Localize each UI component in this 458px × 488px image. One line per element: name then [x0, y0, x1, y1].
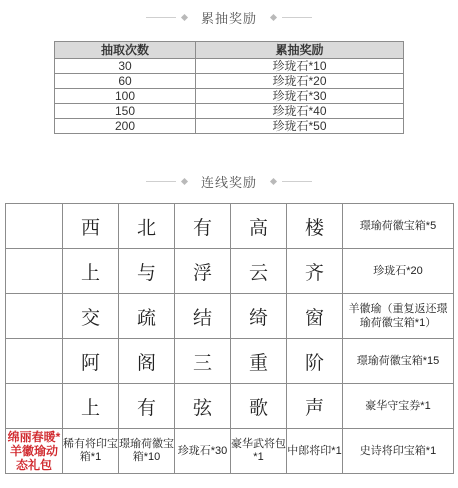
grid-char-cell: 楼 — [287, 204, 343, 249]
grid-char-cell: 三 — [175, 339, 231, 384]
grid-char-cell: 有 — [175, 204, 231, 249]
cumulative-reward-table — [54, 41, 404, 134]
grid-row — [6, 384, 454, 429]
column-reward-cell: 璟瑜荷徽宝箱*10 — [119, 429, 175, 474]
diamond-icon — [270, 13, 277, 20]
grid-char-cell: 齐 — [287, 249, 343, 294]
column-reward-cell: 珍珑石*30 — [175, 429, 231, 474]
draw-count-cell: 150 — [55, 104, 196, 119]
grid-char-cell: 声 — [287, 384, 343, 429]
grid-row — [6, 204, 454, 249]
grid-char-cell: 有 — [119, 384, 175, 429]
grid-char-cell: 高 — [231, 204, 287, 249]
title-divider-right — [282, 17, 312, 18]
header-draw-count: 抽取次数 — [55, 42, 196, 59]
grid-char-cell: 与 — [119, 249, 175, 294]
row-lead-cell — [6, 384, 63, 429]
table-row — [55, 89, 404, 104]
column-reward-cell: 中郎将印*1 — [287, 429, 343, 474]
grid-row — [6, 249, 454, 294]
reward-cell: 珍珑石*40 — [196, 104, 404, 119]
column-reward-row — [6, 429, 454, 474]
title-divider-right — [282, 181, 312, 182]
grid-row — [6, 339, 454, 384]
row-reward-cell: 羊徽瑜（重复返还璟瑜荷徽宝箱*1） — [343, 294, 454, 339]
section-title-text: 连线奖励 — [200, 174, 257, 190]
gift-pack-label: 绵丽春暖*羊徽瑜动态礼包 — [6, 429, 63, 474]
column-reward-cell: 稀有将印宝箱*1 — [63, 429, 119, 474]
reward-cell: 珍珑石*50 — [196, 119, 404, 134]
draw-count-cell: 100 — [55, 89, 196, 104]
draw-count-cell: 200 — [55, 119, 196, 134]
grid-char-cell: 阶 — [287, 339, 343, 384]
grid-char-cell: 阿 — [63, 339, 119, 384]
grid-char-cell: 云 — [231, 249, 287, 294]
row-reward-cell: 豪华守宝券*1 — [343, 384, 454, 429]
grid-char-cell: 上 — [63, 384, 119, 429]
grid-char-cell: 歌 — [231, 384, 287, 429]
table-row — [55, 104, 404, 119]
line-reward-title — [0, 171, 458, 191]
line-reward-grid — [5, 203, 454, 474]
row-reward-cell: 璟瑜荷徽宝箱*5 — [343, 204, 454, 249]
reward-cell: 珍珑石*20 — [196, 74, 404, 89]
column-reward-cell: 豪华武将包*1 — [231, 429, 287, 474]
row-lead-cell — [6, 339, 63, 384]
table-header-row — [55, 42, 404, 59]
table-row — [55, 59, 404, 74]
diagonal-reward-cell: 史诗将印宝箱*1 — [343, 429, 454, 474]
grid-char-cell: 浮 — [175, 249, 231, 294]
grid-char-cell: 交 — [63, 294, 119, 339]
section-title-text: 累抽奖励 — [200, 10, 257, 26]
grid-char-cell: 西 — [63, 204, 119, 249]
table-row — [55, 119, 404, 134]
row-reward-cell: 珍珑石*20 — [343, 249, 454, 294]
cumulative-reward-title — [0, 7, 458, 27]
grid-row — [6, 294, 454, 339]
grid-char-cell: 结 — [175, 294, 231, 339]
header-cumulative-reward: 累抽奖励 — [196, 42, 404, 59]
diamond-icon — [181, 13, 188, 20]
grid-char-cell: 上 — [63, 249, 119, 294]
row-lead-cell — [6, 249, 63, 294]
grid-char-cell: 绮 — [231, 294, 287, 339]
row-lead-cell — [6, 294, 63, 339]
grid-char-cell: 阁 — [119, 339, 175, 384]
reward-cell: 珍珑石*10 — [196, 59, 404, 74]
diamond-icon — [270, 177, 277, 184]
draw-count-cell: 30 — [55, 59, 196, 74]
grid-char-cell: 北 — [119, 204, 175, 249]
table-row — [55, 74, 404, 89]
row-lead-cell — [6, 204, 63, 249]
grid-char-cell: 重 — [231, 339, 287, 384]
title-divider-left — [146, 17, 176, 18]
draw-count-cell: 60 — [55, 74, 196, 89]
title-divider-left — [146, 181, 176, 182]
diamond-icon — [181, 177, 188, 184]
grid-char-cell: 疏 — [119, 294, 175, 339]
grid-char-cell: 窗 — [287, 294, 343, 339]
row-reward-cell: 璟瑜荷徽宝箱*15 — [343, 339, 454, 384]
grid-char-cell: 弦 — [175, 384, 231, 429]
reward-cell: 珍珑石*30 — [196, 89, 404, 104]
